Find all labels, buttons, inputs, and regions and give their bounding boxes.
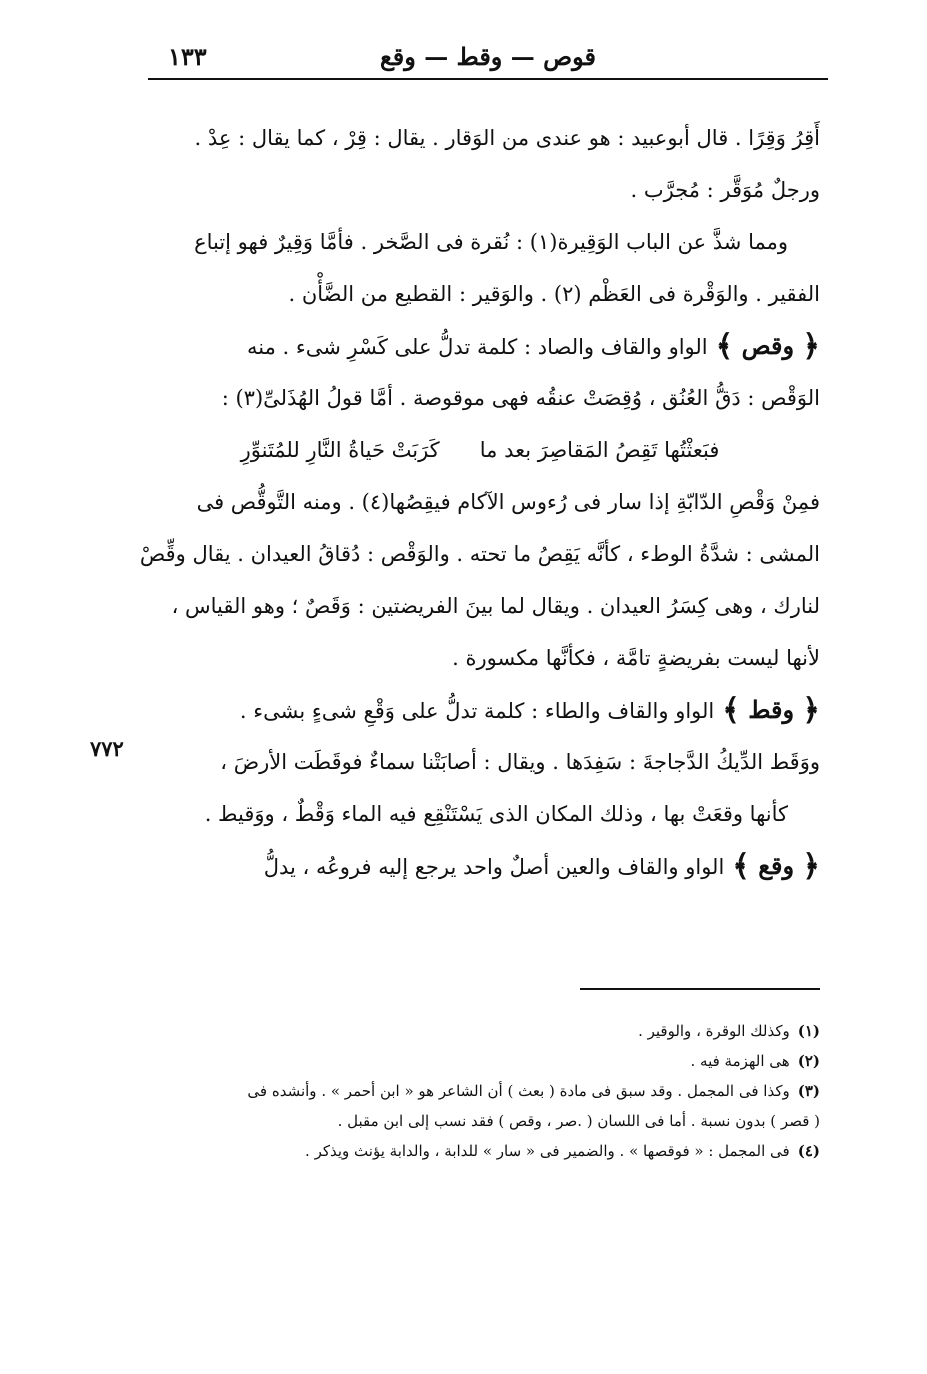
text-line: الوَقْص : دَقُّ العُنُق ، وُقِصَتْ عنقُه فهى موقوصة . أمَّا قولُ الهُذَلىِّ(٣) : [221, 386, 820, 410]
entry-line-waqs: ﴿ وقص ﴾الواو والقاف والصاد : كلمة تدلُّ على كَسْرِ شىء . منه [140, 320, 820, 372]
entry-heading-waqa: ﴿ وقع ﴾ [732, 849, 820, 884]
footnote-rule [580, 988, 820, 990]
text-line: كأنها وقعَتْ بها ، وذلك المكان الذى يَسْتَنْقِع فيه الماء وَقْطٌ ، ووَقيط . [204, 802, 788, 826]
running-title: قوص — وقط — وقع [380, 42, 596, 71]
footnote: (٣)وكذا فى المجمل . وقد سبق فى مادة ( بعث ) أن الشاعر هو « ابن أحمر » . وأنشده فى [247, 1082, 820, 1100]
main-text [140, 112, 820, 892]
entry-heading-waqt: ﴿ وقط ﴾ [722, 693, 820, 728]
page-number: ١٣٣ [168, 42, 207, 71]
text-line: ورجلٌ مُوَقَّر : مُجرَّب . [630, 178, 820, 202]
footnote: (٢)هى الهزمة فيه . [690, 1052, 820, 1070]
text-line: لأنها ليست بفريضةٍ تامَّة ، فكأنَّها مكسورة . [452, 646, 820, 670]
text-line: فمِنْ وَقْصِ الدّابّةِ إذا سار فى رُءوس الآكام فيقِصُها(٤) . ومنه التَّوقُّص فى [196, 490, 820, 514]
footnote-continuation: ( قصر ) بدون نسبة . أما فى اللسان ( .صر ، وقص ) فقد نسب إلى ابن مقبل . [337, 1112, 820, 1130]
text-line: ووَقَط الدِّيكُ الدَّجاجةَ : سَفِدَها . ويقال : أصابَتْنا سماءٌ فوقَطَت الأرضَ ، [220, 750, 820, 774]
page-header [148, 38, 828, 80]
footnotes [140, 1016, 820, 1166]
text-line: المشى : شدَّةُ الوطء ، كأنَّه يَقِصُ ما تحته . والوَقْص : دُقاقُ العيدان . يقال وقِّصْ [140, 542, 820, 566]
margin-page-number: ٧٧٢ [90, 736, 124, 761]
entry-line-waqt: ﴿ وقط ﴾الواو والقاف والطاء : كلمة تدلُّ على وَقْعِ شىءٍ بشىء . [140, 684, 820, 736]
verse-hemistich-2: كَرَبَتْ حَياةُ النَّارِ للمُتَنوِّرِ [240, 438, 440, 462]
footnote: (١)وكذلك الوقرة ، والوقير . [638, 1022, 820, 1040]
verse-hemistich-1: فبَعثْتُها تَقِصُ المَقاصِرَ بعد ما [479, 438, 720, 462]
verse-line [140, 424, 820, 476]
text-line: لنارك ، وهى كِسَرُ العيدان . ويقال لما بينَ الفريضتين : وَقَصٌ ؛ وهو القياس ، [171, 594, 820, 618]
footnote: (٤)فى المجمل : « فوقصها » . والضمير فى « سار » للدابة ، والدابة يؤنث ويذكر . [305, 1142, 820, 1160]
entry-heading-waqs: ﴿ وقص ﴾ [715, 329, 820, 364]
text-line: أَقِرُ وَقِرًا . قال أبوعبيد : هو عندى من الوَقار . يقال : قِرْ ، كما يقال : عِدْ . [194, 126, 820, 150]
entry-line-waqa: ﴿ وقع ﴾الواو والقاف والعين أصلٌ واحد يرجع إليه فروعُه ، يدلُّ [140, 840, 820, 892]
text-line: الفقير . والوَقْرة فى العَظْم (٢) . والوَقير : القطيع من الضَّأْن . [288, 282, 820, 306]
text-line: ومما شذَّ عن الباب الوَقِيرة(١) : نُقرة فى الصَّخر . فأمَّا وَقِيرٌ فهو إتباع [194, 230, 788, 254]
